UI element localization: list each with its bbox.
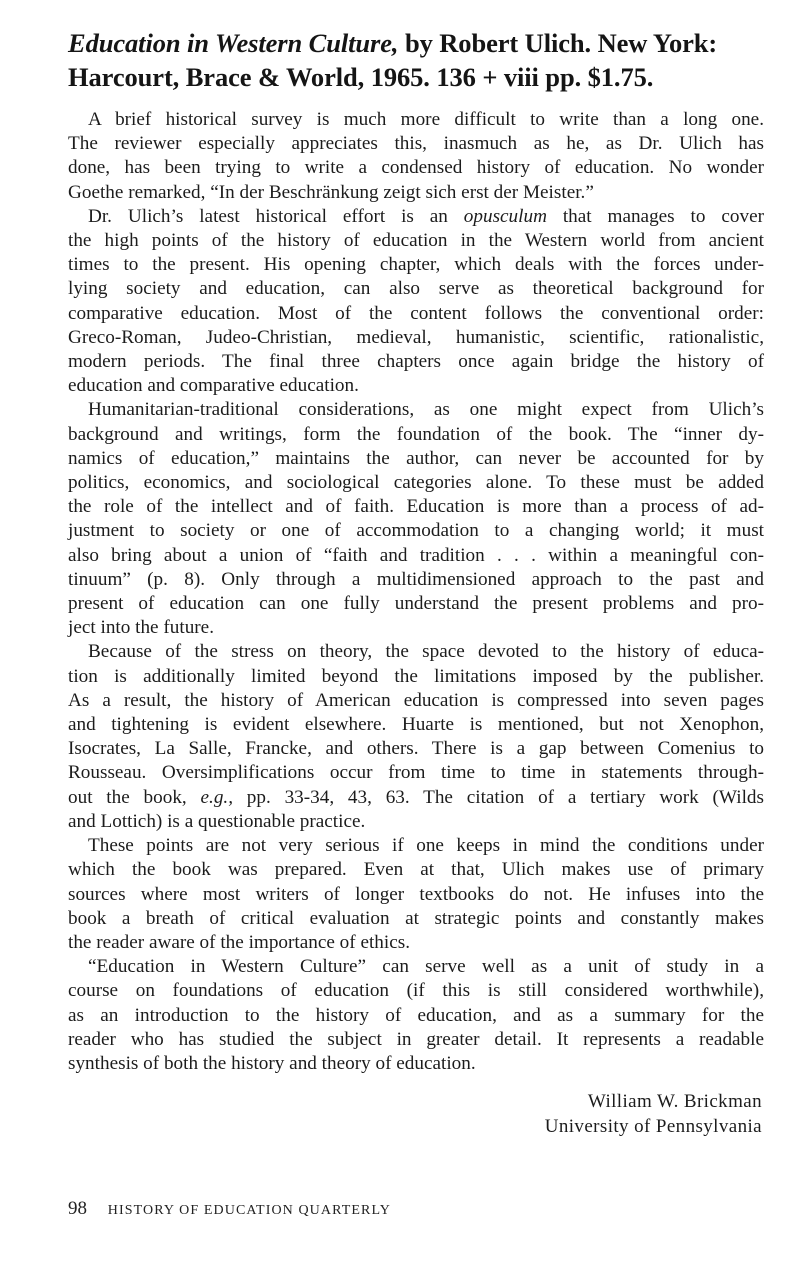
text-line [68, 786, 764, 810]
text-line: Humanitarian-traditional considerations, as one might expect from Ulich’s [88, 399, 764, 421]
text-line: the role of the intellect and of faith. Education is more than a process of ad- [68, 496, 764, 518]
review-body [68, 108, 764, 1076]
text-run: Dr. Ulich’s latest historical effort is an [88, 205, 464, 227]
text-line: comparative education. Most of the content follows the conventional order: [68, 302, 764, 324]
paragraph-2 [68, 205, 764, 399]
page-footer [68, 1198, 391, 1220]
citation-line-1 [68, 26, 764, 60]
text-line: education and comparative education. [68, 375, 359, 397]
text-line: Rousseau. Oversimplifications occur from time to time in statements through- [68, 762, 764, 784]
text-run: that manages to cover [546, 205, 764, 227]
text-line: background and writings, form the foundation of the book. The “inner dy- [68, 423, 764, 445]
text-line: lying society and education, can also serve as theoretical background for [68, 278, 764, 300]
paragraph-6 [68, 955, 764, 1076]
text-line: book a breath of critical evaluation at strategic points and constantly makes [68, 907, 764, 929]
citation-line-2: Harcourt, Brace & World, 1965. 136 + viii pp. $1.75. [68, 62, 654, 92]
text-line: As a result, the history of American education is compressed into seven pages [68, 689, 764, 711]
text-line: times to the present. His opening chapter, which deals with the forces under- [68, 254, 764, 276]
text-line: which the book was prepared. Even at that, Ulich makes use of primary [68, 859, 764, 881]
reviewer-affiliation: University of Pennsylvania [544, 1116, 762, 1137]
text-line: and tightening is evident elsewhere. Huarte is mentioned, but not Xenophon, [68, 714, 764, 736]
text-line: “Education in Western Culture” can serve well as a unit of study in a [88, 956, 764, 978]
emphasis-opusculum: opusculum [463, 205, 547, 227]
text-line: justment to society or one of accommodation to a changing world; it must [68, 520, 764, 542]
text-line: the high points of the history of education in the Western world from ancient [68, 230, 764, 252]
text-line: synthesis of both the history and theory of education. [68, 1052, 476, 1074]
text-line: course on foundations of education (if this is still considered worthwhile), [68, 980, 764, 1002]
text-line: A brief historical survey is much more difficult to write than a long one. [88, 109, 764, 130]
text-line: modern periods. The final three chapters once again bridge the history of [68, 351, 764, 373]
text-line: the reader aware of the importance of ethics. [68, 931, 411, 953]
text-line: and Lottich) is a questionable practice. [68, 810, 366, 832]
journal-title: HISTORY OF EDUCATION QUARTERLY [107, 1203, 391, 1218]
text-line [68, 205, 764, 229]
text-line: sources where most writers of longer textbooks do not. He infuses into the [68, 883, 764, 905]
text-line: namics of education,” maintains the author, can never be accounted for by [68, 447, 764, 469]
paragraph-3 [68, 398, 764, 640]
book-title: Education in Western Culture, [68, 28, 399, 58]
author-publisher-city: by Robert Ulich. New York: [398, 28, 718, 58]
text-line: tion is additionally limited beyond the limitations imposed by the publisher. [68, 665, 764, 687]
text-run: pp. 33-34, 43, 63. The citation of a tertiary work (Wilds [233, 786, 764, 808]
text-line: done, has been trying to write a condensed history of education. No wonder [68, 157, 764, 179]
text-line: Because of the stress on theory, the space devoted to the history of educa- [88, 641, 764, 663]
text-line: Goethe remarked, “In der Beschränkung zeigt sich erst der Meister.” [68, 181, 594, 203]
text-run: out the book, [68, 786, 201, 808]
text-line: These points are not very serious if one keeps in mind the conditions under [88, 835, 764, 857]
text-line: politics, economics, and sociological categories alone. To these must be added [68, 472, 764, 494]
text-line: as an introduction to the history of education, and as a summary for the [68, 1004, 764, 1026]
text-line: ject into the future. [68, 617, 214, 639]
text-line: also bring about a union of “faith and tradition . . . within a meaningful con- [68, 544, 764, 566]
page-number: 98 [68, 1198, 87, 1219]
text-line: tinuum” (p. 8). Only through a multidimensioned approach to the past and [68, 568, 764, 590]
emphasis-eg: e.g., [200, 786, 234, 808]
text-line: Greco-Roman, Judeo-Christian, medieval, humanistic, scientific, rationalistic, [68, 326, 764, 348]
review-page [68, 26, 764, 1076]
reviewer-name: William W. Brickman [587, 1091, 762, 1112]
text-line: The reviewer especially appreciates this, inasmuch as he, as Dr. Ulich has [68, 133, 764, 155]
text-line: present of education can one fully understand the present problems and pro- [68, 593, 764, 615]
text-line: Isocrates, La Salle, Francke, and others. There is a gap between Comenius to [68, 738, 764, 760]
book-citation [68, 26, 764, 94]
paragraph-4 [68, 640, 764, 834]
paragraph-5 [68, 834, 764, 955]
reviewer-signature [545, 1089, 762, 1139]
text-line: reader who has studied the subject in greater detail. It represents a readable [68, 1028, 764, 1050]
paragraph-1 [68, 108, 764, 205]
